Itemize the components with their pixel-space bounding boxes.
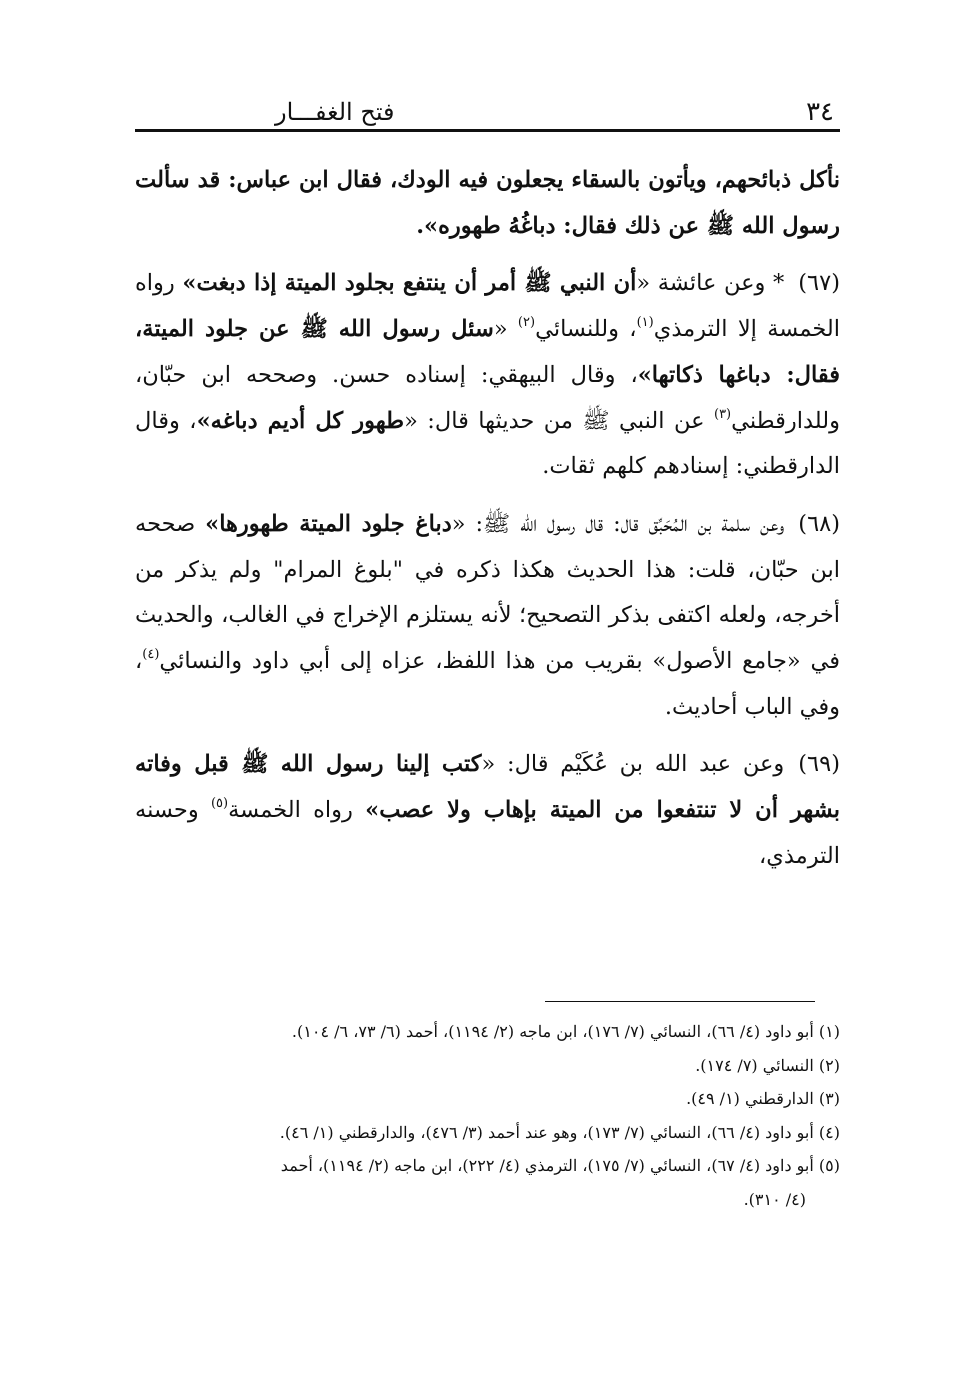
text-segment: ، وفي الباب أحاديث. <box>135 648 840 720</box>
footnote-ref-1[interactable]: (١) <box>636 315 654 331</box>
text-segment: وعن عبد الله بن عُكَيْم قال: « <box>481 751 785 778</box>
footnote-ref-2[interactable]: (٢) <box>517 315 536 331</box>
hadith-text: سئل رسول الله ﷺ عن جلود الميتة، فقال: دباغها ذكاتها» <box>135 316 840 388</box>
text-segment: رواه الخمسة <box>228 797 366 824</box>
footnote-ref-4[interactable]: (٤) <box>142 647 160 663</box>
footnote-4: (٤) أبو داود (٤/ ٦٦)، النسائي (٧/ ١٧٣)، وهو عند أحمد (٣/ ٤٧٦)، والدارقطني (١/ ٤٦). <box>279 1122 840 1142</box>
footnotes <box>135 1015 840 1216</box>
book-title: فتح الغفـــار <box>275 98 395 126</box>
footnote-ref-5[interactable]: (٥) <box>210 796 229 812</box>
hadith-text: طهور كل أديم دباغه» <box>196 407 405 434</box>
hadith-67 <box>135 261 840 490</box>
text-segment: صححه ابن حبّان، قلت: هذا الحديث هكذا ذكره في "بلوغ المرام" ولم يذكر من أخرجه، ولعله اكتفى بذكر التصحيح؛ لأنه يستلزم الإخراج في الغالب، والحديث في «جامع الأصول» بقريب من هذا اللفظ، عزاه إلى أبي داود والنسائي <box>135 510 840 675</box>
hadith-69 <box>135 742 840 879</box>
intro-text: نأكل ذبائحهم، ويأتون بالسقاء يجعلون فيه الودك، فقال ابن عباس: قد سألت رسول الله ﷺ عن ذلك فقال: دباغُهُ طهوره». <box>135 167 840 239</box>
intro-paragraph <box>135 158 840 249</box>
page-header <box>135 96 840 132</box>
hadith-number: (٦٧) <box>798 270 840 297</box>
hadith-text: كتب إلينا رسول الله ﷺ قبل وفاته بشهر أن لا تنتفعوا من الميتة بإهاب ولا عصب» <box>135 751 840 824</box>
text-segment: عن النبي ﷺ من حديثها قال: « <box>404 407 714 434</box>
main-text <box>135 158 840 892</box>
footnote-5-continuation: (٤/ ٣١٠). <box>743 1189 806 1209</box>
hadith-text: دباغ جلود الميتة طهورها» <box>205 510 452 537</box>
footnote-3: (٣) الدارقطني (١/ ٤٩). <box>686 1089 840 1108</box>
text-segment: ، وقال البيهقي: إسناده حسن. وصححه ابن حبّان، وللدارقطني <box>135 361 840 434</box>
footnote-1: (١) أبو داود (٤/ ٦٦)، النسائي (٧/ ١٧٦)، ابن ماجه (٢/ ١١٩٤)، أحمد (٦/ ٧٣، ٦/ ١٠٤). <box>291 1022 840 1041</box>
hadith-number: (٦٩) <box>798 751 840 778</box>
text-segment: وعن سلمة بن المُحَبِّق قال: قال رسول الله ﷺ: « <box>451 510 785 537</box>
text-segment: ، وقال الدارقطني: إسنادهم كلهم ثقات. <box>135 407 840 480</box>
text-segment: « <box>493 316 518 343</box>
hadith-68 <box>135 502 840 731</box>
footnote-ref-3[interactable]: (٣) <box>713 406 732 422</box>
footnote-2: (٢) النسائي (٧/ ١٧٤). <box>695 1055 840 1075</box>
hadith-text: أن النبي ﷺ أمر أن ينتفع بجلود الميتة إذا دبغت» <box>182 270 637 297</box>
hadith-number: (٦٨) <box>798 510 841 537</box>
text-segment: * وعن عائشة « <box>636 270 785 297</box>
text-segment: رواه الخمسة إلا الترمذي <box>135 270 841 343</box>
page-number: ٣٤ <box>806 97 834 127</box>
footnote-separator <box>545 1001 815 1002</box>
text-segment: وحسنه الترمذي، <box>135 797 840 869</box>
text-segment: ، وللنسائي <box>535 316 637 343</box>
footnote-5: (٥) أبو داود (٤/ ٦٧)، النسائي (٧/ ١٧٥)، الترمذي (٤/ ٢٢٢)، ابن ماجه (٢/ ١١٩٤)، أحمد <box>280 1156 840 1175</box>
